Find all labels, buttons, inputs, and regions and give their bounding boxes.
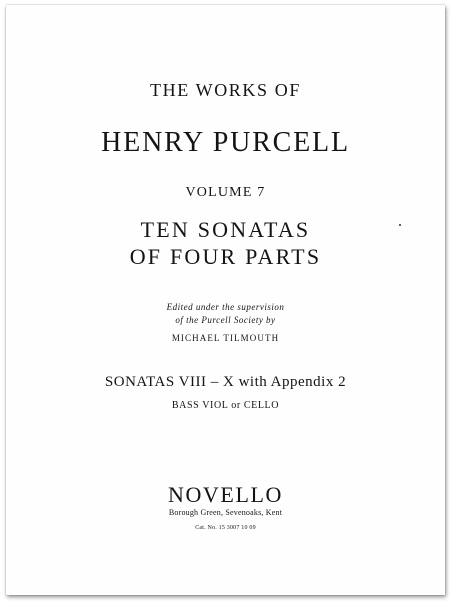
series-title: THE WORKS OF bbox=[150, 80, 301, 100]
contents-line: SONATAS VIII – X with Appendix 2 bbox=[104, 374, 347, 390]
volume-number: VOLUME 7 bbox=[185, 185, 266, 200]
catalogue-number: Cat. No. 15 3007 10 09 bbox=[195, 525, 256, 531]
editor-credit-line-2: of the Purcell Society by bbox=[175, 315, 276, 325]
instrument-part: BASS VIOL or CELLO bbox=[171, 400, 280, 411]
editor-name: MICHAEL TILMOUTH bbox=[171, 333, 280, 343]
editor-credit-line-1: Edited under the supervision bbox=[166, 302, 285, 312]
publisher-address: Borough Green, Sevenoaks, Kent bbox=[168, 508, 283, 517]
paper-speck bbox=[399, 224, 401, 226]
work-title-line-2: OF FOUR PARTS bbox=[129, 244, 322, 269]
title-page bbox=[6, 5, 445, 595]
work-title-line-1: TEN SONATAS bbox=[140, 217, 311, 242]
publisher-name: NOVELLO bbox=[167, 482, 284, 507]
composer-name: HENRY PURCELL bbox=[101, 127, 350, 158]
